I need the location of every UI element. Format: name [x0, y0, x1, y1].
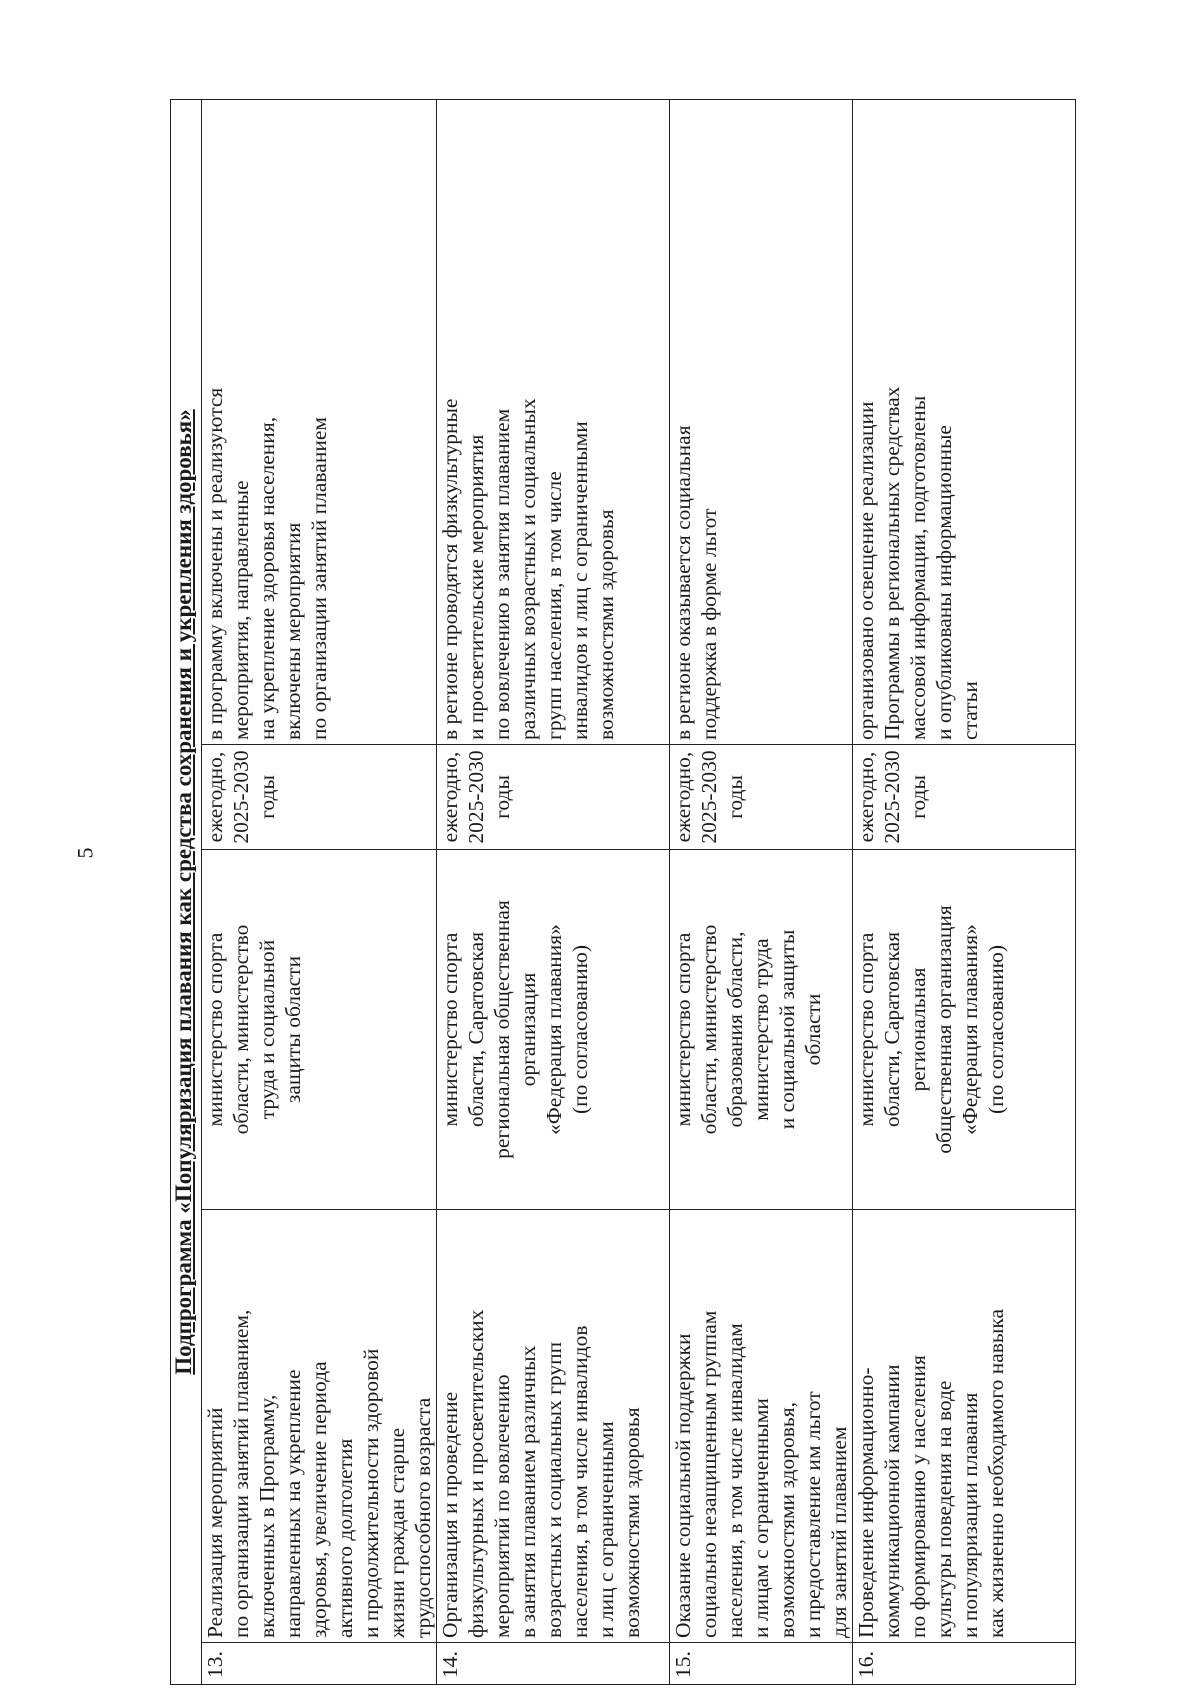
result-cell: в регионе проводятся физкультурные и просветительские мероприятия по вовлечению в занятия плаванием различных возрастных и социальных групп населения, в том числе инвалидов и лиц с ограниченными возможностями здоровья	[437, 100, 670, 745]
measures-table	[170, 99, 1076, 1685]
responsible-cell: министерство спорта области, Саратовская региональная общественная организация «Федерация плавания» (по согласованию)	[853, 850, 1076, 1210]
row-number: 14.	[437, 1643, 670, 1685]
row-number: 13.	[202, 1643, 437, 1685]
table-row	[437, 100, 670, 1685]
row-number: 16.	[853, 1643, 1076, 1685]
result-cell: в регионе оказывается социальная поддержка в форме льгот	[670, 100, 853, 745]
measure-name-cell: Оказание социальной поддержки социально незащищенным группам населения, в том числе инвалидам и лицам с ограниченными возможностями здоровья, и предоставление им льгот для занятий плаванием	[670, 1210, 853, 1643]
result-cell: в программу включены и реализуются мероприятия, направленные на укрепление здоровья населения, включены мероприятия по организации занятий плаванием	[202, 100, 437, 745]
responsible-cell: министерство спорта области, министерство образования области, министерство труда и социальной защиты области	[670, 850, 853, 1210]
responsible-cell: министерство спорта области, министерство труда и социальной защиты области	[202, 850, 437, 1210]
row-number: 15.	[670, 1643, 853, 1685]
term-cell: ежегодно, 2025-2030 годы	[670, 745, 853, 850]
document-table-rotated	[170, 100, 1178, 1685]
page-number: 5	[72, 847, 98, 859]
term-cell: ежегодно, 2025-2030 годы	[853, 745, 1076, 850]
responsible-cell: министерство спорта области, Саратовская региональная общественная организация «Федерация плавания» (по согласованию)	[437, 850, 670, 1210]
table-row	[202, 100, 437, 1685]
subprogram-heading: Подпрограмма «Популяризация плавания как средства сохранения и укрепления здоровья»	[171, 100, 202, 1685]
table-row	[670, 100, 853, 1685]
measure-name-cell: Организация и проведение физкультурных и просветительских мероприятий по вовлечению в занятия плаванием различных возрастных и социальных групп населения, в том числе инвалидов и лиц с ограниченными возможностями здоровья	[437, 1210, 670, 1643]
term-cell: ежегодно, 2025-2030 годы	[437, 745, 670, 850]
measure-name-cell: Проведение информационно- коммуникационной кампании по формированию у населения культуры поведения на воде и популяризации плавания как жизненно необходимого навыка	[853, 1210, 1076, 1643]
measure-name-cell: Реализация мероприятий по организации занятий плаванием, включенных в Программу, направленных на укрепление здоровья, увеличение периода активного долголетия и продолжительности здоровой жизни граждан старше трудоспособного возраста	[202, 1210, 437, 1643]
result-cell: организовано освещение реализации Программы в региональных средствах массовой информации, подготовлены и опубликованы информационные статьи	[853, 100, 1076, 745]
term-cell: ежегодно, 2025-2030 годы	[202, 745, 437, 850]
table-row	[853, 100, 1076, 1685]
